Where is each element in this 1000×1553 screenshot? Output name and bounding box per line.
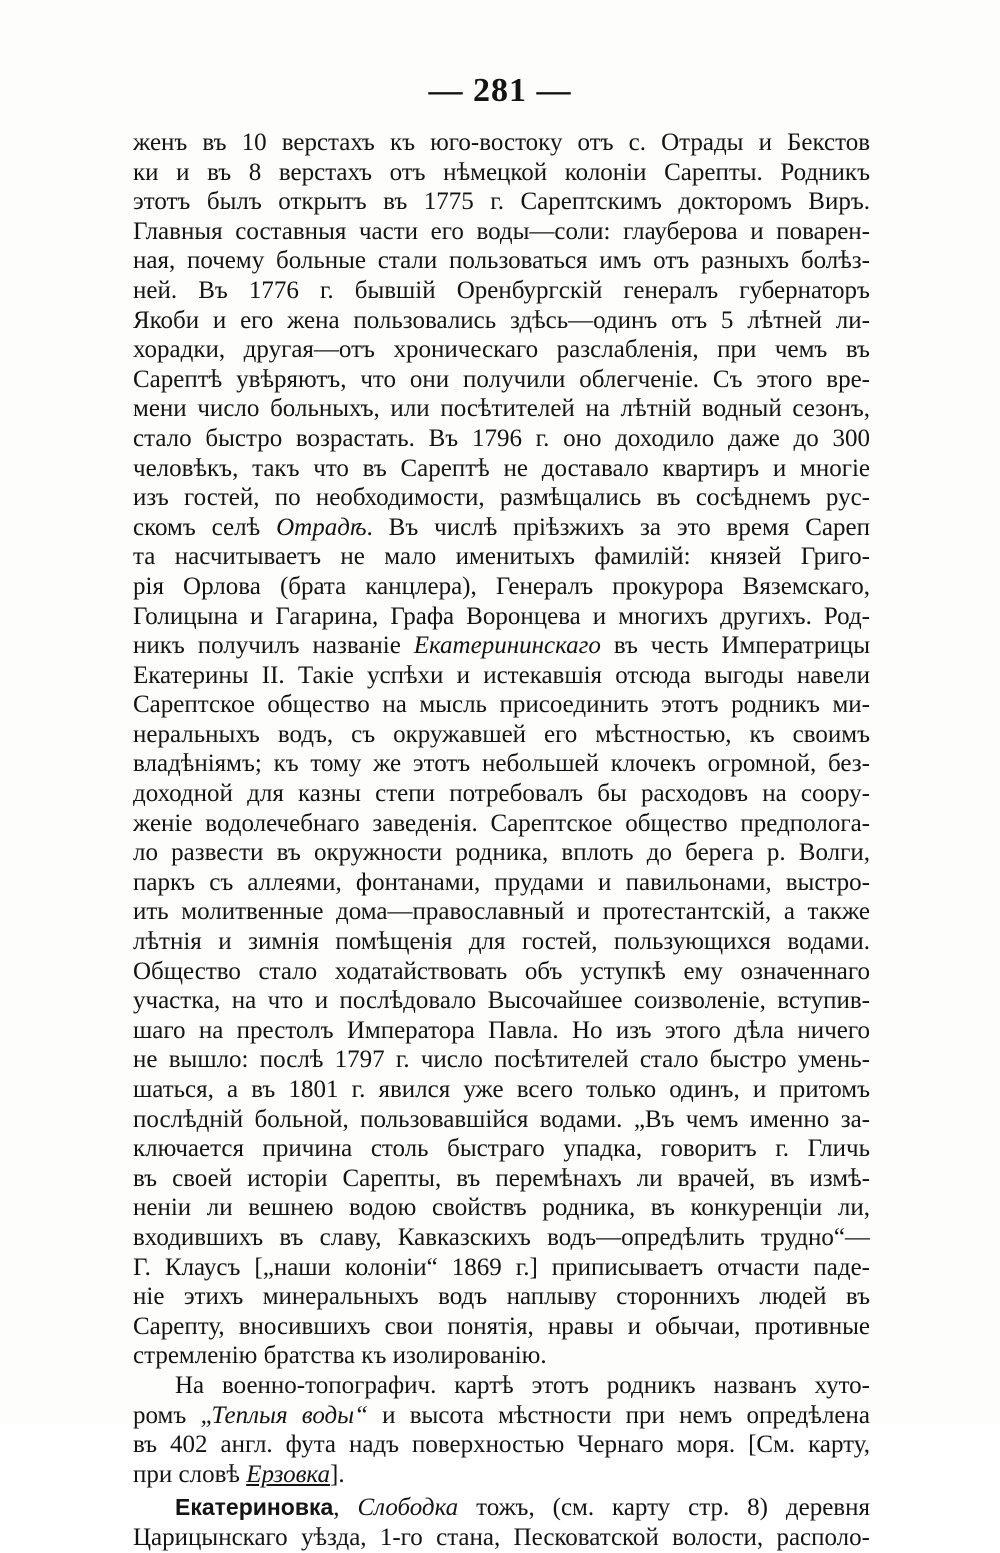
text-line: доходной для казны степи потребовалъ бы расходовъ на соору- [133, 780, 870, 808]
text-line: въ своей исторіи Сарепты, въ перемѣнахъ ли врачей, въ измѣ- [133, 1164, 870, 1192]
cross-reference-erzovka: Ерзовка [246, 1460, 331, 1488]
text-line: послѣдній больной, пользовавшійся водами. „Въ чемъ именно за- [133, 1105, 870, 1133]
text-line: этотъ былъ открытъ въ 1775 г. Сарептскимъ докторомъ Виръ. [133, 188, 870, 216]
paragraph-2 [133, 1371, 870, 1489]
text-line: стало быстро возрастать. Въ 1796 г. оно доходило даже до 300 [133, 424, 870, 452]
text-line [133, 513, 870, 543]
text-line: Сарепту, вносившихъ свои понятія, нравы и обычаи, противные [133, 1312, 870, 1340]
text-line: Г. Клаусъ [„наши колоніи“ 1869 г.] приписываетъ отчасти паде- [133, 1253, 870, 1281]
text-line: въ 402 англ. фута надъ поверхностью Чернаго моря. [См. карту, [133, 1431, 870, 1459]
text-line: ло развести въ окружности родника, вплоть до берега р. Волги, [133, 839, 870, 867]
text-line: На военно-топографич. картѣ этотъ родникъ названъ хуто- [175, 1371, 870, 1399]
text-line: неніи ли вешнею водою свойствъ родника, въ конкуренціи ли, [133, 1194, 870, 1222]
text-line: шаться, а въ 1801 г. явился уже всего только одинъ, и притомъ [133, 1076, 870, 1103]
text-line [133, 631, 870, 661]
text-line: Сарептѣ увѣряютъ, что они получили облегченіе. Съ этого вре- [133, 365, 870, 393]
text-line: Сарептское общество на мысль присоединить этотъ родникъ ми- [133, 691, 870, 719]
entry-ekaterinovka [133, 1493, 870, 1552]
text-line: ключается причина столь быстраго упадка, говоритъ г. Гличь [133, 1135, 870, 1163]
text-line: женъ въ 10 верстахъ къ юго-востоку отъ с. Отрады и Бекстов [133, 129, 870, 156]
text-fragment: . Въ числѣ пріѣзжихъ за это время Сареп [366, 513, 870, 541]
text-line: стремленію братства къ изолированію. [133, 1342, 547, 1370]
entry-alt-name: Слободка [357, 1494, 459, 1522]
text-fragment: , [333, 1494, 358, 1522]
italic-khutor-name: „Теплыя воды“ [200, 1401, 368, 1429]
text-line: не вышло: послѣ 1797 г. число посѣтителей стало быстро умень- [133, 1046, 870, 1074]
text-line: Общество стало ходатайствовать объ уступкѣ ему означеннаго [133, 957, 870, 985]
text-fragment: въ честь Императрицы [600, 632, 870, 660]
text-line: Царицынскаго уѣзда, 1-го стана, Песковатской волости, располо- [133, 1523, 870, 1551]
text-line: шаго на престолъ Императора Павла. Но изъ этого дѣла ничего [133, 1016, 870, 1044]
text-line: мени число больныхъ, или посѣтителей на лѣтній водный сезонъ, [133, 395, 870, 423]
text-line: владѣніямъ; къ тому же этотъ небольшей клочекъ огромной, без- [133, 750, 870, 778]
text-line: та насчитываетъ не мало именитыхъ фамилій: князей Григо- [133, 543, 870, 571]
entry-headword: Екатериновка [175, 1494, 334, 1521]
text-line: ки и въ 8 верстахъ отъ нѣмецкой колоніи Сарепты. Родникъ [133, 158, 870, 186]
text-fragment: при словѣ [133, 1460, 247, 1488]
text-line: женіе водолечебнаго заведенія. Сарептское общество предполога- [133, 809, 870, 837]
italic-place-name: Отрадѣ [276, 513, 367, 541]
text-line: человѣкъ, такъ что въ Сарептѣ не доставало квартиръ и многіе [133, 454, 870, 482]
text-line: Голицына и Гагарина, Графа Воронцева и многихъ другихъ. Род- [133, 602, 870, 630]
body-text [133, 128, 870, 1553]
text-line: изъ гостей, по необходимости, размѣщались въ сосѣднемъ рус- [133, 484, 870, 512]
text-line: неральныхъ водъ, съ окружавшей его мѣстностью, къ своимъ [133, 720, 870, 748]
text-line: паркъ съ аллеями, фонтанами, прудами и павильонами, выстро- [133, 868, 870, 896]
text-line: Екатерины II. Такіе успѣхи и истекавшія отсюда выгоды навели [133, 661, 870, 689]
paragraph-1 [133, 128, 870, 1371]
text-line: лѣтнія и зимнія помѣщенія для гостей, пользующихся водами. [133, 928, 870, 956]
text-fragment: никъ получилъ названіе [133, 632, 414, 660]
text-line: рія Орлова (брата канцлера), Генералъ прокурора Вяземскаго, [133, 572, 870, 600]
text-line: хорадки, другая—отъ хроническаго разслабленія, при чемъ въ [133, 336, 870, 364]
text-line: входившихъ въ славу, Кавказскихъ водъ—опредѣлить трудно“— [133, 1223, 870, 1251]
text-fragment: ромъ [133, 1401, 201, 1429]
text-line [133, 1460, 870, 1490]
text-fragment: ]. [330, 1460, 345, 1488]
text-line [133, 1401, 870, 1431]
text-line: ить молитвенные дома—православный и протестантскій, а также [133, 898, 870, 926]
text-fragment: скомъ селѣ [133, 513, 277, 541]
text-line: ней. Въ 1776 г. бывшій Оренбургскій генералъ губернаторъ [133, 276, 870, 304]
text-line [133, 1493, 870, 1523]
italic-spring-name: Екатерининскаго [413, 632, 601, 660]
text-line: Якоби и его жена пользовались здѣсь—одинъ отъ 5 лѣтней ли- [133, 306, 870, 334]
text-fragment: тожъ, (см. карту стр. 8) деревня [458, 1494, 870, 1522]
text-line: ная, почему больные стали пользоваться имъ отъ разныхъ болѣз- [133, 247, 870, 275]
text-line: Главныя составныя части его воды—соли: глауберова и поварен- [133, 217, 870, 245]
text-fragment: и высота мѣстности при немъ опредѣлена [367, 1401, 870, 1429]
text-line: ніе этихъ минеральныхъ водъ наплыву стороннихъ людей въ [133, 1283, 870, 1311]
page-number: — 281 — [428, 72, 572, 109]
text-line: участка, на что и послѣдовало Высочайшее соизволеніе, вступив- [133, 987, 870, 1015]
